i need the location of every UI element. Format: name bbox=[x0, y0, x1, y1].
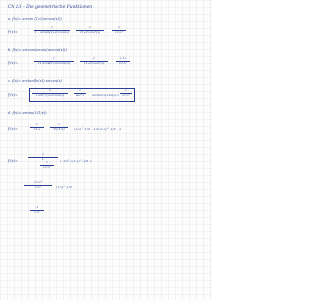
problem-c-dot-1: · bbox=[70, 93, 71, 97]
problem-a-frac-2-num: 1 bbox=[89, 25, 91, 29]
problem-d-dot-1: · bbox=[46, 127, 47, 131]
problem-d-frac-1 bbox=[30, 123, 44, 131]
problem-b-frac-2 bbox=[80, 57, 108, 65]
problem-a-frac-1-den: 1 - arcsin(x)·arccos(x) bbox=[34, 30, 70, 35]
problem-c-frac-2-num: 1 bbox=[79, 88, 81, 92]
problem-e-frac-2-den: 1-x² bbox=[35, 185, 41, 190]
problem-a-dot-2: · bbox=[107, 30, 108, 34]
problem-d-frac-1-den: √1-x bbox=[33, 127, 41, 132]
problem-e-inner-frac-den: √1-x² bbox=[43, 165, 51, 170]
problem-c-frac-3-num: 1 bbox=[125, 88, 127, 92]
problem-e-frac-2-num: √1-x² bbox=[34, 180, 42, 184]
problem-d-frac-2-den: 2√(1/x) bbox=[53, 127, 65, 132]
problem-b-frac-2-den: √1-arccos²(x) bbox=[83, 61, 105, 66]
problem-a-frac-2 bbox=[76, 26, 104, 34]
problem-a-frac-1 bbox=[34, 26, 70, 34]
problem-c-dot-2: · bbox=[88, 93, 89, 97]
problem-c-frac-3 bbox=[120, 89, 132, 97]
problem-b-label: b. f(x)= arccos(arcsin(arccos(x))) bbox=[8, 48, 67, 52]
problem-c-label: c. f(x)= arctan(ln(x))·arccos(x) bbox=[8, 79, 62, 83]
problem-a-frac-3-num: 1 bbox=[118, 25, 120, 29]
problem-e-den-prefix: 1- bbox=[41, 157, 45, 162]
problem-c-frac-1 bbox=[32, 89, 68, 97]
problem-b-frac-1-den: √1-arcsin²(arccos(x)) bbox=[37, 61, 71, 66]
problem-e-tail: (1-x)^-1/2 bbox=[56, 185, 72, 189]
problem-a-frac-2-den: √1-arccos²(x) bbox=[79, 30, 101, 35]
problem-b-dot-2: · bbox=[110, 61, 111, 65]
problem-b-frac-3-num: (-1) bbox=[120, 56, 126, 60]
problem-b-frac-3-den: √1-x² bbox=[119, 61, 127, 66]
problem-e-inner-frac-num: 1 bbox=[46, 160, 48, 164]
problem-d-label: d. f(x)= arcsin(√(1/x)) bbox=[8, 111, 47, 115]
final-answer-num: -1 bbox=[35, 205, 39, 209]
problem-e-frac-1 bbox=[28, 153, 58, 161]
problem-a-frac-3-den: √1-x² bbox=[115, 30, 123, 35]
problem-b-frac-1-num: 1 bbox=[53, 56, 55, 60]
problem-d-frac-1-num: 1 bbox=[36, 122, 38, 126]
problem-a-frac-3 bbox=[112, 26, 126, 34]
problem-a-label: a. f(x)= arcsin (1/√(arccos(x))) bbox=[8, 17, 62, 21]
problem-b-dot-1: · bbox=[76, 61, 77, 65]
problem-a-frac-1-num: 1 bbox=[51, 25, 53, 29]
problem-c-frac-1-num: 1 bbox=[49, 88, 51, 92]
problem-e-lhs: f'(x)= bbox=[8, 159, 18, 163]
problem-b-frac-3 bbox=[116, 57, 130, 65]
problem-b-frac-2-num: 1 bbox=[93, 56, 95, 60]
problem-c-frac-3-den: √1-x² bbox=[122, 93, 130, 98]
problem-a-lhs: f'(x)= bbox=[8, 30, 18, 34]
problem-d-frac-2-num: 1 bbox=[58, 122, 60, 126]
problem-d-chain-note: (1-x)^-1/2 · -1/2·(1-x)^-1/2 · -x bbox=[74, 127, 122, 131]
problem-d-lhs: f'(x)= bbox=[8, 127, 18, 131]
final-answer-den: 1-x² bbox=[34, 210, 40, 215]
problem-c-frac-2-den: sec²x bbox=[75, 93, 85, 98]
problem-e-frac-2 bbox=[24, 181, 52, 189]
problem-e-chain: ( -1/x² )·(1-x)^-1/2 ·x bbox=[60, 159, 92, 163]
problem-d-frac-2 bbox=[50, 123, 68, 131]
final-answer bbox=[30, 206, 44, 214]
problem-c-term: arctan(x)+ln(x)·x bbox=[92, 93, 119, 97]
problem-c-lhs: f'(x)= bbox=[8, 93, 18, 97]
problem-e-inner-frac bbox=[40, 161, 54, 169]
page-title: Ch 13 – Die geometrische Funktionen bbox=[8, 5, 93, 10]
problem-c-frac-1-den: 1+ln²(x)·arccos(x) bbox=[35, 93, 65, 98]
problem-a-dot-1: · bbox=[72, 30, 73, 34]
problem-b-lhs: f'(x)= bbox=[8, 61, 18, 65]
problem-e-frac-1-num: 1 bbox=[42, 152, 44, 156]
problem-c-frac-2 bbox=[74, 89, 86, 97]
problem-b-frac-1 bbox=[34, 57, 74, 65]
